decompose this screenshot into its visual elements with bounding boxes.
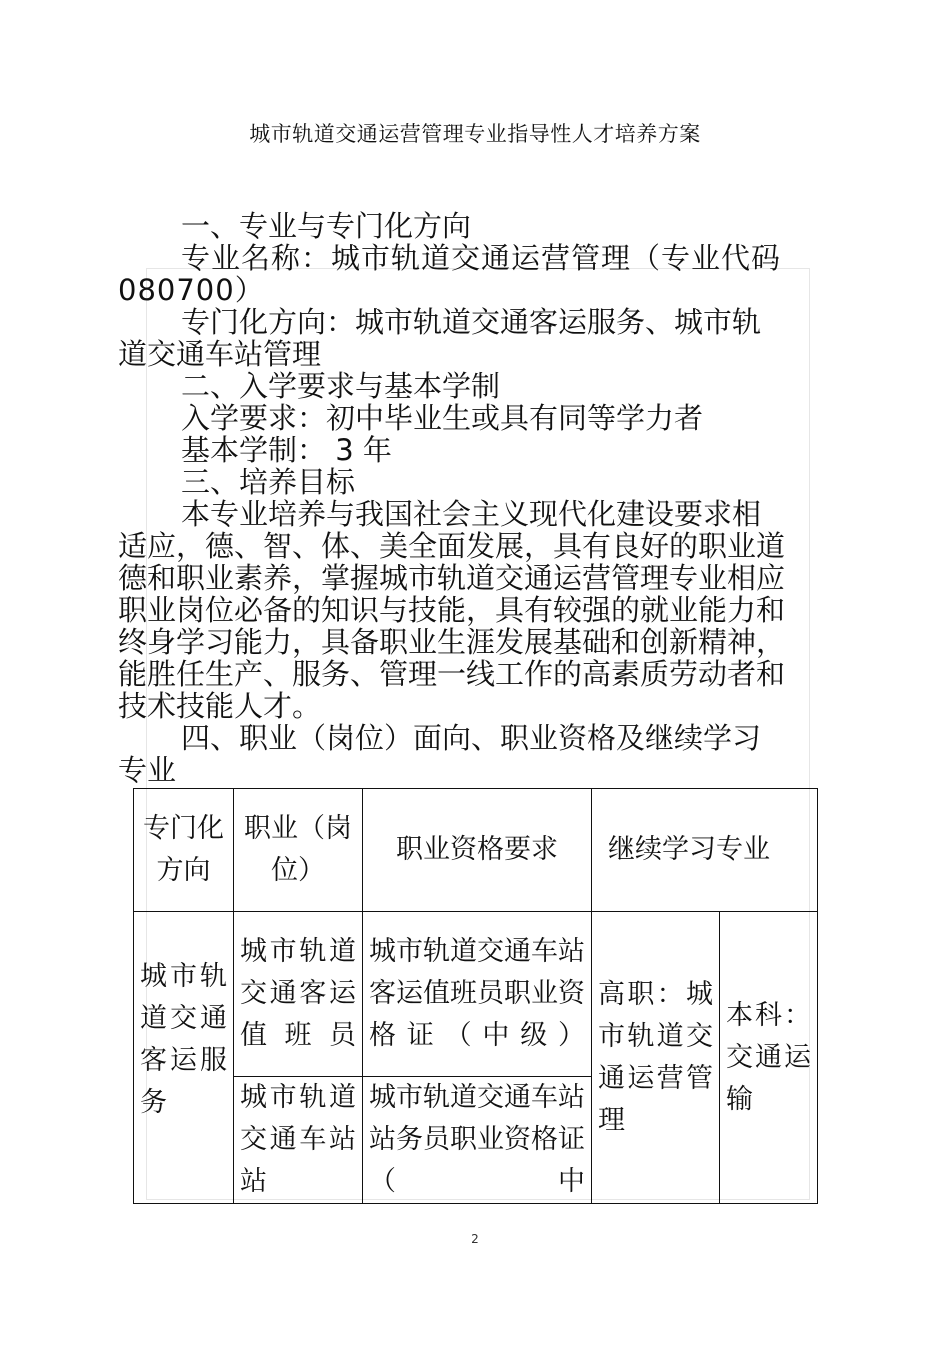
header-direction: 专门化方向: [134, 789, 234, 912]
document-title: 城市轨道交通运营管理专业指导性人才培养方案: [249, 122, 701, 146]
job-cell: [234, 1077, 363, 1204]
section-heading-1: 一、专业与专门化方向: [181, 209, 472, 243]
section-heading-2: 二、入学要求与基本学制: [181, 369, 501, 403]
header-job: 职业（岗位）: [234, 789, 363, 912]
qualification-cell: 城市轨道交通车站客运值班员职业资格证（中级）: [363, 912, 592, 1077]
header-qualification: 职业资格要求: [363, 789, 592, 912]
qualification-cell: [363, 1077, 592, 1204]
career-table: [133, 788, 818, 1204]
major-name: 专业名称：城市轨道交通运营管理（专业代码 080700）: [118, 241, 782, 307]
study-duration: 基本学制： 3 年: [181, 433, 392, 467]
vocational-study-cell: 高职：城市轨道交通运营管理: [592, 912, 720, 1204]
section-heading-3: 三、培养目标: [181, 465, 356, 499]
direction-cell: 城市轨道交通客运服务: [134, 912, 234, 1204]
admission-requirement: 入学要求：初中毕业生或具有同等学力者: [181, 401, 704, 435]
document-body: [118, 210, 788, 786]
page-number: 2: [471, 1232, 479, 1246]
job-cell-text: 城市轨道交通车站站: [240, 1082, 356, 1197]
specialization: 专门化方向：城市轨道交通客运服务、城市轨道交通车站管理: [118, 305, 762, 371]
qualification-cell-text: 城市轨道交通车站站务员职业资格证（中: [369, 1082, 585, 1197]
training-objective: 本专业培养与我国社会主义现代化建设要求相适应，德、智、体、美全面发展，具有良好的职业道德和职业素养，掌握城市轨道交通运营管理专业相应职业岗位必备的知识与技能，具有较强的就业能力和终身学习能力，具备职业生涯发展基础和创新精神，能胜任生产、服务、管理一线工作的高素质劳动者和技术技能人才。: [118, 497, 786, 723]
table-header-row: [134, 789, 818, 912]
header-further-study: 继续学习专业: [592, 789, 818, 912]
table-row: [134, 912, 818, 1077]
job-cell: 城市轨道交通客运值班员: [234, 912, 363, 1077]
section-heading-4: 四、职业（岗位）面向、职业资格及继续学习专业: [118, 721, 762, 787]
undergrad-study-cell: 本科：交通运输: [720, 912, 818, 1204]
